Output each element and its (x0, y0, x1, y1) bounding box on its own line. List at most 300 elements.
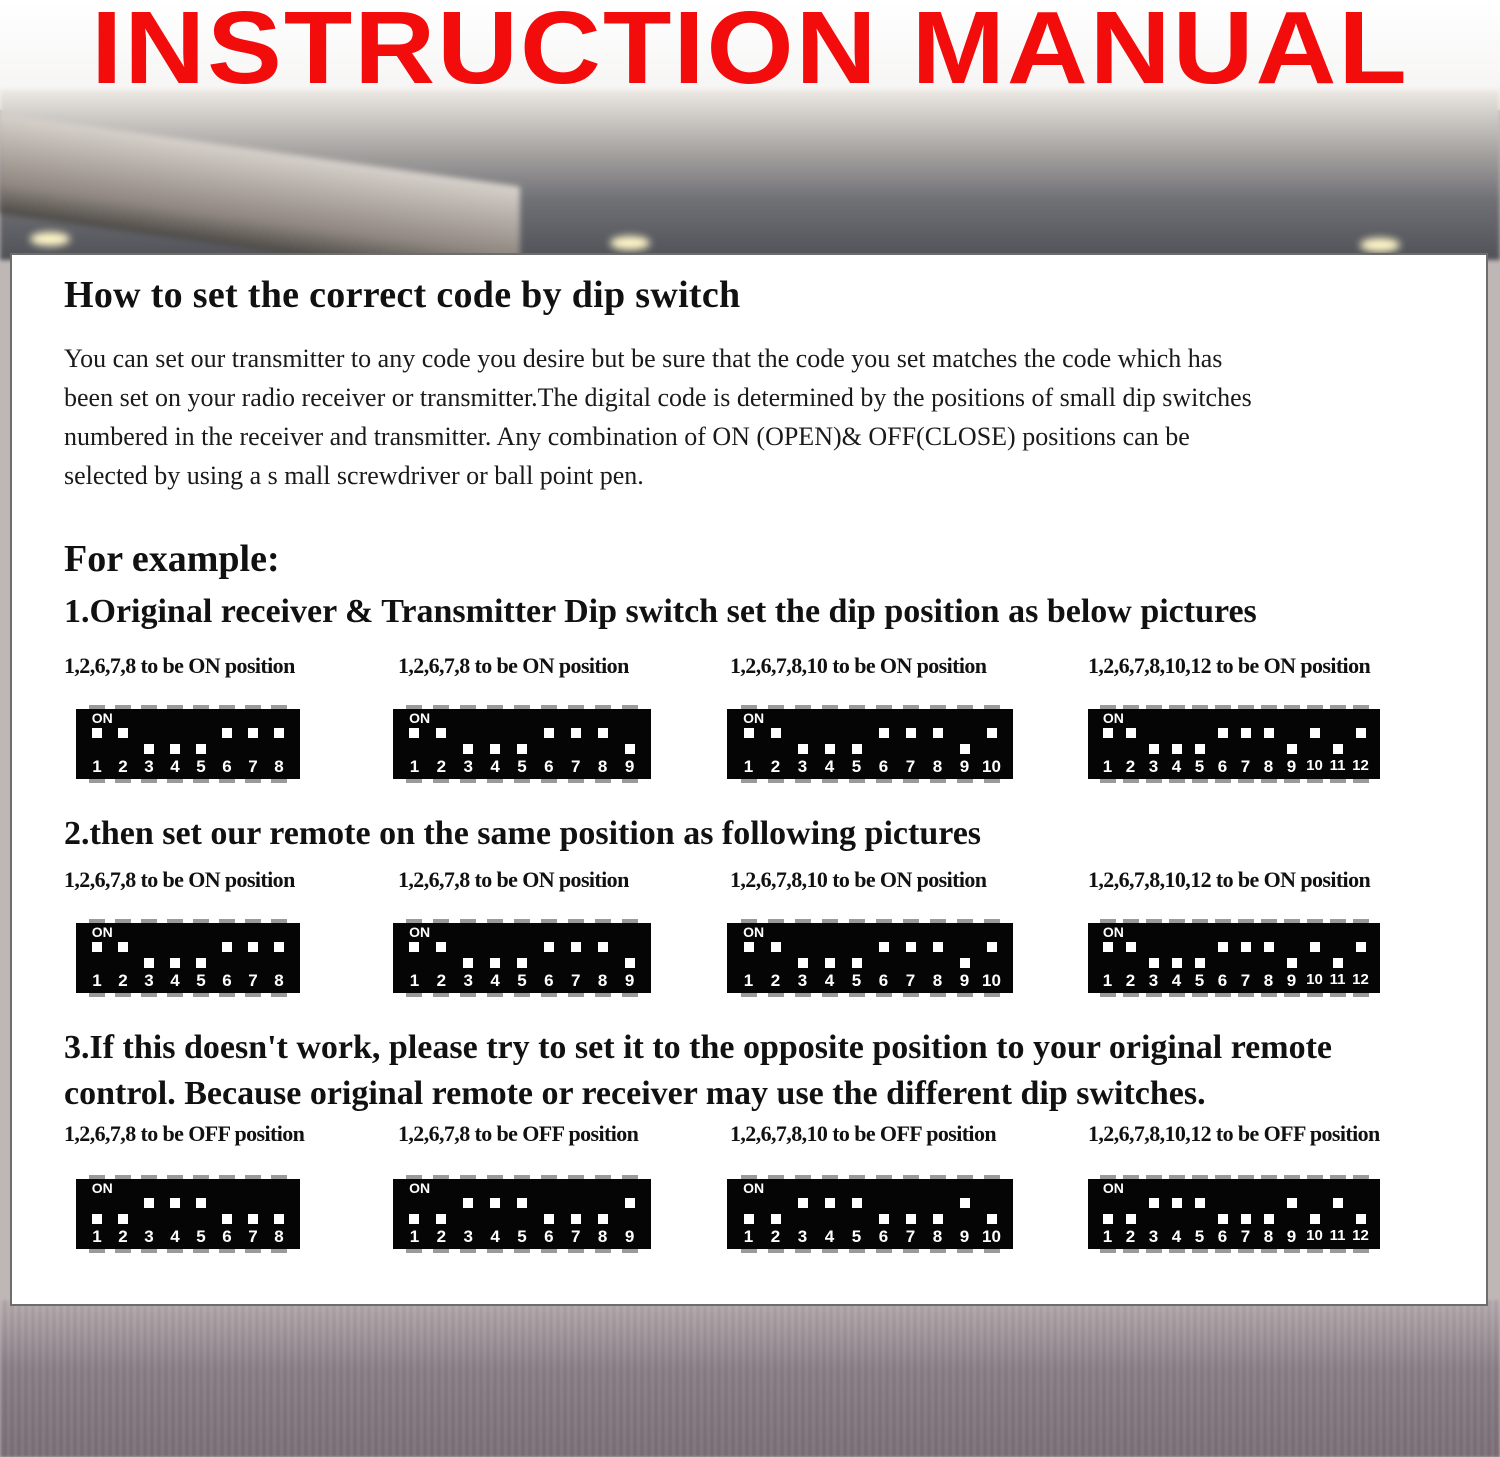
switch-off (1149, 958, 1159, 968)
switch-on (1264, 942, 1274, 952)
switch-number: 10 (982, 757, 1001, 776)
dip-pin (219, 779, 235, 783)
switch-number: 1 (743, 757, 754, 776)
switch-on (825, 1198, 835, 1208)
switch-on (92, 728, 102, 738)
dip-pin (930, 705, 946, 709)
switch-on (598, 942, 608, 952)
dip-switch (393, 1175, 651, 1253)
switch-off (1333, 744, 1343, 754)
dip-pin (219, 1249, 235, 1253)
switch-number: 9 (1286, 971, 1297, 990)
dip-switch (1088, 1175, 1380, 1253)
dip-pin (245, 1175, 261, 1179)
dip-switch (727, 1175, 1013, 1253)
dip-pin (141, 919, 157, 923)
step-3-heading-line: control. Because original remote or receiver may use the different dip switches. (64, 1075, 1206, 1112)
dip-pin (167, 1249, 183, 1253)
dip-pin (460, 705, 476, 709)
switch-number: 3 (463, 1227, 473, 1246)
on-label: ON (1102, 924, 1124, 940)
dip-pin (849, 705, 865, 709)
switch-number: 10 (982, 1227, 1001, 1246)
dip-switch (727, 919, 1013, 997)
dip-pin (1100, 705, 1116, 709)
switch-on (463, 1198, 473, 1208)
dip-pin (984, 919, 1000, 923)
switch-off (436, 1214, 446, 1224)
dip-pin (514, 1175, 530, 1179)
dip-pin (595, 705, 611, 709)
switch-number: 4 (170, 1227, 180, 1246)
switch-number: 2 (770, 971, 781, 990)
dip-pin (849, 1175, 865, 1179)
dip-pin (193, 993, 209, 997)
dip-pin (219, 993, 235, 997)
switch-off (196, 958, 206, 968)
switch-off (906, 1214, 916, 1224)
dip-pin (903, 779, 919, 783)
dip-pin (957, 705, 973, 709)
dip-pin (1261, 1175, 1277, 1179)
dip-pin (1330, 1249, 1346, 1253)
dip-pin (115, 993, 131, 997)
dip-pin (167, 993, 183, 997)
dip-pin (245, 919, 261, 923)
switch-off (744, 1214, 754, 1224)
dip-pin (822, 779, 838, 783)
dip-pin (193, 705, 209, 709)
switch-number: 1 (92, 1227, 102, 1246)
dip-pin (487, 919, 503, 923)
switch-on (118, 728, 128, 738)
switch-caption: 1,2,6,7,8,10 to be ON position (730, 653, 987, 678)
dip-pin (622, 1175, 638, 1179)
dip-switch (1088, 705, 1380, 783)
switch-caption: 1,2,6,7,8 to be ON position (64, 867, 295, 892)
dip-switch (76, 1175, 300, 1253)
switch-off (798, 958, 808, 968)
switch-number: 1 (1102, 757, 1113, 776)
switch-caption: 1,2,6,7,8,10,12 to be ON position (1088, 867, 1371, 892)
switch-on (625, 1198, 635, 1208)
dip-switch (393, 919, 651, 997)
dip-pin (1307, 705, 1323, 709)
switch-number: 1 (1102, 1227, 1113, 1246)
switch-number: 7 (571, 757, 581, 776)
switch-number: 7 (1240, 757, 1251, 776)
dip-pin (89, 779, 105, 783)
switch-number: 6 (878, 1227, 889, 1246)
intro-paragraph (64, 339, 1424, 495)
switch-number: 1 (1102, 971, 1113, 990)
section-heading: How to set the correct code by dip switch (64, 274, 741, 316)
dip-pin (1330, 993, 1346, 997)
on-label: ON (409, 1180, 431, 1196)
switch-number: 11 (1329, 971, 1346, 988)
dip-pin (903, 705, 919, 709)
dip-pin (1353, 1175, 1369, 1179)
switch-off (463, 744, 473, 754)
switch-number: 2 (1125, 1227, 1136, 1246)
dip-pin (1353, 705, 1369, 709)
switch-number: 6 (222, 757, 232, 776)
dip-pin (741, 1249, 757, 1253)
dip-pin (930, 993, 946, 997)
dip-pin (568, 993, 584, 997)
switch-on (1103, 728, 1113, 738)
switch-number: 2 (118, 1227, 128, 1246)
switch-number: 6 (544, 971, 554, 990)
dip-pin (795, 1175, 811, 1179)
dip-pin (876, 993, 892, 997)
dip-pin (1123, 1175, 1139, 1179)
dip-pin (460, 919, 476, 923)
dip-pin (1146, 1175, 1162, 1179)
switch-off (1310, 1214, 1320, 1224)
dip-pin (141, 705, 157, 709)
dip-pin (514, 919, 530, 923)
switch-number: 4 (490, 757, 500, 776)
dip-pin (768, 993, 784, 997)
switch-number: 7 (248, 757, 258, 776)
dip-pin (903, 919, 919, 923)
dip-pin (514, 779, 530, 783)
switch-number: 5 (196, 1227, 206, 1246)
switch-off (248, 1214, 258, 1224)
dip-pin (514, 993, 530, 997)
dip-pin (1261, 779, 1277, 783)
switch-off (1195, 744, 1205, 754)
switch-off (170, 744, 180, 754)
dip-switch (727, 705, 1013, 783)
dip-pin (1238, 1175, 1254, 1179)
dip-pin (1261, 993, 1277, 997)
switch-on (571, 942, 581, 952)
switch-number: 6 (1217, 1227, 1228, 1246)
switch-off (517, 958, 527, 968)
switch-number: 11 (1329, 1227, 1346, 1244)
switch-on (1356, 942, 1366, 952)
dip-pin (930, 1175, 946, 1179)
switch-on (196, 1198, 206, 1208)
dip-pin (984, 779, 1000, 783)
dip-pin (1169, 1249, 1185, 1253)
switch-number: 3 (1148, 757, 1159, 776)
switch-number: 6 (222, 1227, 232, 1246)
switch-number: 4 (824, 1227, 835, 1246)
dip-pin (876, 779, 892, 783)
switch-off (1241, 1214, 1251, 1224)
on-label: ON (91, 924, 113, 940)
switch-off (1333, 958, 1343, 968)
dip-pin (1192, 993, 1208, 997)
dip-pin (167, 779, 183, 783)
switch-number: 8 (1263, 971, 1274, 990)
dip-pin (1284, 779, 1300, 783)
switch-on (798, 1198, 808, 1208)
dip-pin (141, 1175, 157, 1179)
dip-pin (1353, 779, 1369, 783)
dip-pin (460, 1175, 476, 1179)
dip-pin (849, 779, 865, 783)
switch-off (798, 744, 808, 754)
switch-number: 4 (490, 1227, 500, 1246)
switch-on (906, 728, 916, 738)
switch-off (222, 1214, 232, 1224)
switch-off (144, 958, 154, 968)
dip-pin (930, 1249, 946, 1253)
dip-pin (1100, 1175, 1116, 1179)
dip-pin (930, 919, 946, 923)
step-1-heading: 1.Original receiver & Transmitter Dip switch set the dip position as below pictures (64, 593, 1257, 630)
switch-on (248, 942, 258, 952)
on-label: ON (91, 710, 113, 726)
dip-pin (1146, 993, 1162, 997)
switch-on (744, 942, 754, 952)
switch-number: 9 (624, 1227, 635, 1246)
dip-pin (876, 705, 892, 709)
dip-pin (115, 919, 131, 923)
on-label: ON (91, 1180, 113, 1196)
dip-pin (514, 1249, 530, 1253)
switch-number: 1 (409, 757, 420, 776)
on-label: ON (743, 1180, 765, 1196)
dip-pin (433, 919, 449, 923)
switch-off (490, 958, 500, 968)
dip-pin (957, 919, 973, 923)
switch-on (1264, 728, 1274, 738)
dip-pin (406, 993, 422, 997)
dip-pin (460, 779, 476, 783)
switch-number: 7 (248, 971, 258, 990)
dip-pin (487, 993, 503, 997)
dip-pin (957, 1175, 973, 1179)
switch-on (571, 728, 581, 738)
on-label: ON (409, 924, 431, 940)
dip-pin (957, 779, 973, 783)
switch-on (1126, 942, 1136, 952)
switch-number: 4 (170, 757, 180, 776)
dip-pin (849, 1249, 865, 1253)
dip-pin (1100, 919, 1116, 923)
switch-off (1103, 1214, 1113, 1224)
dip-pin (849, 993, 865, 997)
switch-number: 6 (222, 971, 232, 990)
dip-pin (406, 1175, 422, 1179)
switch-number: 8 (597, 757, 608, 776)
switch-number: 3 (463, 757, 473, 776)
switch-number: 7 (1240, 1227, 1251, 1246)
dip-pin (1169, 993, 1185, 997)
dip-pin (984, 705, 1000, 709)
switch-number: 3 (144, 971, 154, 990)
dip-pin (433, 993, 449, 997)
dip-pin (460, 993, 476, 997)
dip-pin (487, 1175, 503, 1179)
switch-off (960, 958, 970, 968)
dip-pin (141, 993, 157, 997)
example-heading: For example: (64, 538, 280, 580)
dip-pin (903, 1249, 919, 1253)
dip-pin (1307, 1175, 1323, 1179)
dip-pin (1169, 1175, 1185, 1179)
switch-number: 2 (436, 757, 447, 776)
switch-number: 5 (851, 757, 862, 776)
switch-number: 6 (544, 757, 554, 776)
dip-pin (903, 993, 919, 997)
dip-pin (1123, 779, 1139, 783)
switch-on (1218, 942, 1228, 952)
dip-pin (957, 1249, 973, 1253)
dip-pin (1238, 919, 1254, 923)
switch-number: 8 (1263, 757, 1274, 776)
switch-number: 8 (932, 1227, 943, 1246)
switch-number: 5 (196, 757, 206, 776)
switch-on (222, 942, 232, 952)
switch-number: 4 (1171, 1227, 1182, 1246)
switch-number: 2 (436, 1227, 447, 1246)
switch-on (274, 942, 284, 952)
dip-pin (568, 919, 584, 923)
dip-pin (541, 919, 557, 923)
switch-on (1287, 1198, 1297, 1208)
switch-number: 6 (878, 971, 889, 990)
dip-pin (406, 779, 422, 783)
dip-pin (595, 919, 611, 923)
dip-pin (957, 993, 973, 997)
dip-pin (795, 1249, 811, 1253)
switch-on (906, 942, 916, 952)
dip-pin (1169, 705, 1185, 709)
switch-on (490, 1198, 500, 1208)
switch-on (409, 942, 419, 952)
switch-on (1218, 728, 1228, 738)
switch-number: 8 (274, 971, 284, 990)
switch-number: 3 (144, 757, 154, 776)
switch-number: 12 (1352, 1227, 1369, 1244)
dip-pin (115, 779, 131, 783)
switch-on (1241, 728, 1251, 738)
dip-pin (89, 705, 105, 709)
dip-pin (487, 1249, 503, 1253)
dip-pin (1100, 1249, 1116, 1253)
dip-pin (1284, 1249, 1300, 1253)
switch-on (248, 728, 258, 738)
dip-pin (822, 1175, 838, 1179)
switch-off (1287, 958, 1297, 968)
dip-pin (1353, 919, 1369, 923)
dip-pin (271, 705, 287, 709)
dip-pin (1284, 705, 1300, 709)
switch-number: 10 (1306, 1227, 1323, 1244)
switch-number: 3 (797, 1227, 808, 1246)
dip-pin (622, 993, 638, 997)
dip-pin (984, 1175, 1000, 1179)
dip-pin (741, 993, 757, 997)
switch-caption: 1,2,6,7,8 to be ON position (64, 653, 295, 678)
dip-pin (1123, 705, 1139, 709)
dip-pin (1238, 1249, 1254, 1253)
switch-off (517, 744, 527, 754)
on-label: ON (1102, 1180, 1124, 1196)
dip-pin (245, 779, 261, 783)
dip-pin (822, 919, 838, 923)
dip-pin (406, 705, 422, 709)
switch-off (960, 744, 970, 754)
switch-number: 1 (743, 971, 754, 990)
switch-on (544, 942, 554, 952)
switch-number: 5 (1194, 971, 1205, 990)
dip-pin (406, 919, 422, 923)
switch-off (274, 1214, 284, 1224)
dip-pin (1169, 919, 1185, 923)
dip-pin (930, 779, 946, 783)
switch-on (771, 728, 781, 738)
dip-pin (984, 993, 1000, 997)
dip-pin (514, 705, 530, 709)
switch-on (144, 1198, 154, 1208)
dip-pin (1100, 993, 1116, 997)
step-3-heading (64, 1025, 1332, 1117)
dip-pin (1123, 1249, 1139, 1253)
dip-pin (1284, 993, 1300, 997)
switch-on (1126, 728, 1136, 738)
dip-pin (1146, 705, 1162, 709)
switch-off (1287, 744, 1297, 754)
switch-number: 11 (1329, 757, 1346, 774)
switch-number: 4 (170, 971, 180, 990)
dip-pin (1215, 1175, 1231, 1179)
dip-pin (1261, 919, 1277, 923)
switch-off (933, 1214, 943, 1224)
on-label: ON (1102, 710, 1124, 726)
switch-on (1310, 942, 1320, 952)
switch-off (598, 1214, 608, 1224)
switch-off (825, 958, 835, 968)
dip-pin (1261, 705, 1277, 709)
switch-number: 9 (1286, 1227, 1297, 1246)
dip-pin (1192, 1175, 1208, 1179)
dip-pin (89, 993, 105, 997)
switch-number: 1 (409, 971, 420, 990)
dip-pin (271, 1249, 287, 1253)
dip-pin (1215, 705, 1231, 709)
switch-on (987, 942, 997, 952)
switch-number: 4 (1171, 757, 1182, 776)
switch-number: 4 (824, 757, 835, 776)
dip-pin (768, 1175, 784, 1179)
switch-number: 5 (517, 1227, 527, 1246)
dip-switch (393, 705, 651, 783)
dip-pin (1100, 779, 1116, 783)
switch-number: 2 (1125, 971, 1136, 990)
dip-pin (433, 1175, 449, 1179)
switch-on (1241, 942, 1251, 952)
dip-pin (115, 1249, 131, 1253)
switch-on (170, 1198, 180, 1208)
switch-off (771, 1214, 781, 1224)
switch-caption: 1,2,6,7,8 to be ON position (398, 653, 629, 678)
dip-pin (1330, 1175, 1346, 1179)
dip-pin (1146, 779, 1162, 783)
switch-on (771, 942, 781, 952)
switch-number: 6 (1217, 971, 1228, 990)
switch-caption: 1,2,6,7,8,10,12 to be OFF position (1088, 1121, 1380, 1146)
dip-pin (622, 919, 638, 923)
switch-number: 9 (959, 971, 970, 990)
intro-line: selected by using a s mall screwdriver or ball point pen. (64, 461, 644, 490)
